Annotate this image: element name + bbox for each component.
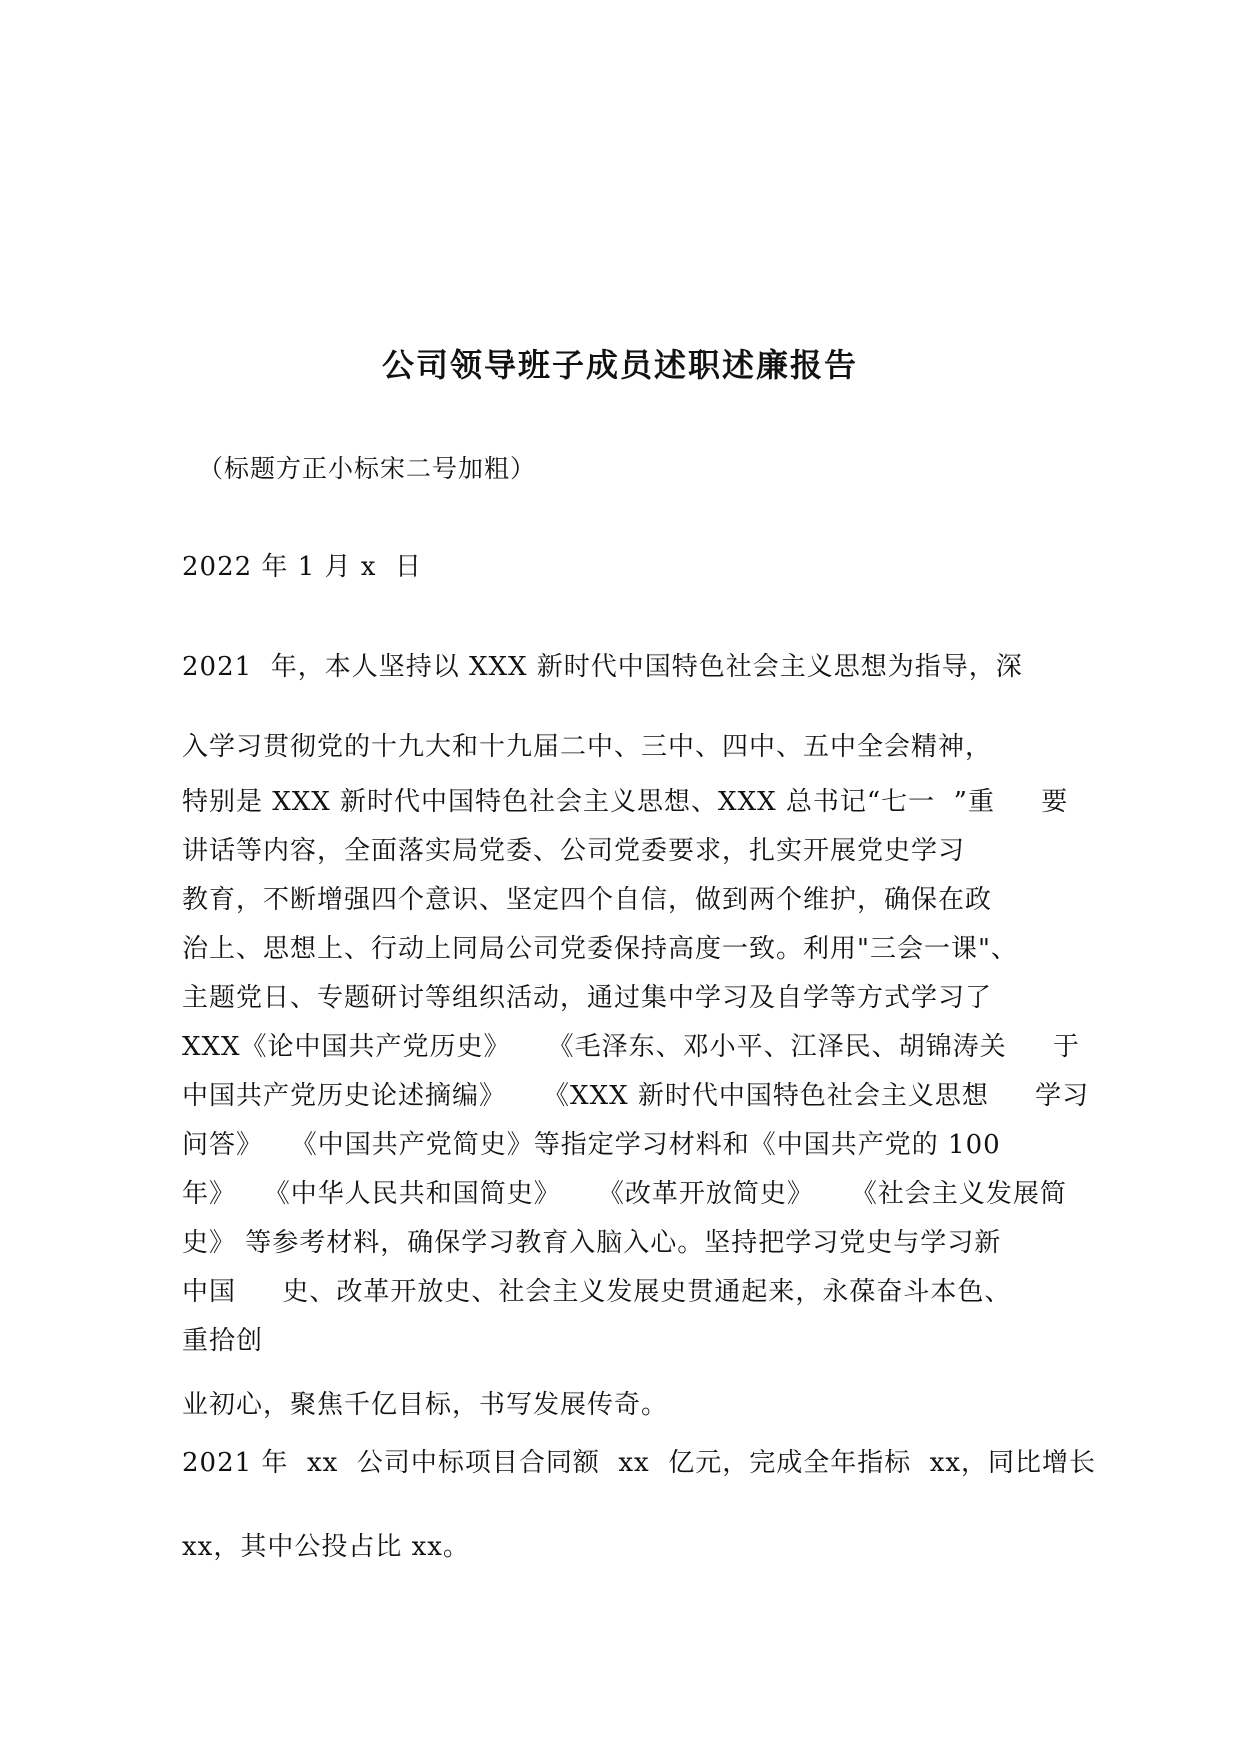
- body-line: 中国 史、改革开放史、社会主义发展史贯通起来，永葆奋斗本色、: [182, 1277, 1012, 1307]
- body-line: 2021 年，本人坚持以 XXX 新时代中国特色社会主义思想为指导，深: [182, 652, 1023, 682]
- body-line: 入学习贯彻党的十九大和十九届二中、三中、四中、五中全会精神，: [182, 732, 993, 762]
- body-line: 中国共产党历史论述摘编》 《XXX 新时代中国特色社会主义思想 学习: [182, 1081, 1090, 1111]
- body-line: xx，其中公投占比 xx。: [182, 1532, 470, 1562]
- body-line: 年》 《中华人民共和国简史》 《改革开放简史》 《社会主义发展简: [182, 1179, 1067, 1209]
- body-line: XXX《论中国共产党历史》 《毛泽东、邓小平、江泽民、胡锦涛关 于: [182, 1032, 1080, 1062]
- title-format-note: （标题方正小标宋二号加粗）: [198, 454, 537, 483]
- body-line: 特别是 XXX 新时代中国特色社会主义思想、XXX 总书记“七一 ”重 要: [182, 787, 1069, 817]
- body-line: 2021 年 xx 公司中标项目合同额 xx 亿元，完成全年指标 xx，同比增长: [182, 1448, 1097, 1478]
- document-date: 2022 年 1 月 x 日: [182, 552, 422, 582]
- body-line: 教育，不断增强四个意识、坚定四个自信，做到两个维护，确保在政: [182, 885, 993, 915]
- body-line: 问答》 《中国共产党简史》等指定学习材料和《中国共产党的 100: [182, 1130, 1001, 1160]
- body-line: 治上、思想上、行动上同局公司党委保持高度一致。利用"三会一课"、: [182, 934, 1018, 964]
- document-title: 公司领导班子成员述职述廉报告: [381, 346, 858, 384]
- body-line: 重拾创: [182, 1326, 264, 1356]
- body-line: 史》 等参考材料，确保学习教育入脑入心。坚持把学习党史与学习新: [182, 1228, 1002, 1258]
- body-line: 业初心，聚焦千亿目标，书写发展传奇。: [182, 1390, 669, 1420]
- body-line: 讲话等内容，全面落实局党委、公司党委要求，扎实开展党史学习: [182, 836, 966, 866]
- body-line: 主题党日、专题研讨等组织活动，通过集中学习及自学等方式学习了: [182, 983, 993, 1013]
